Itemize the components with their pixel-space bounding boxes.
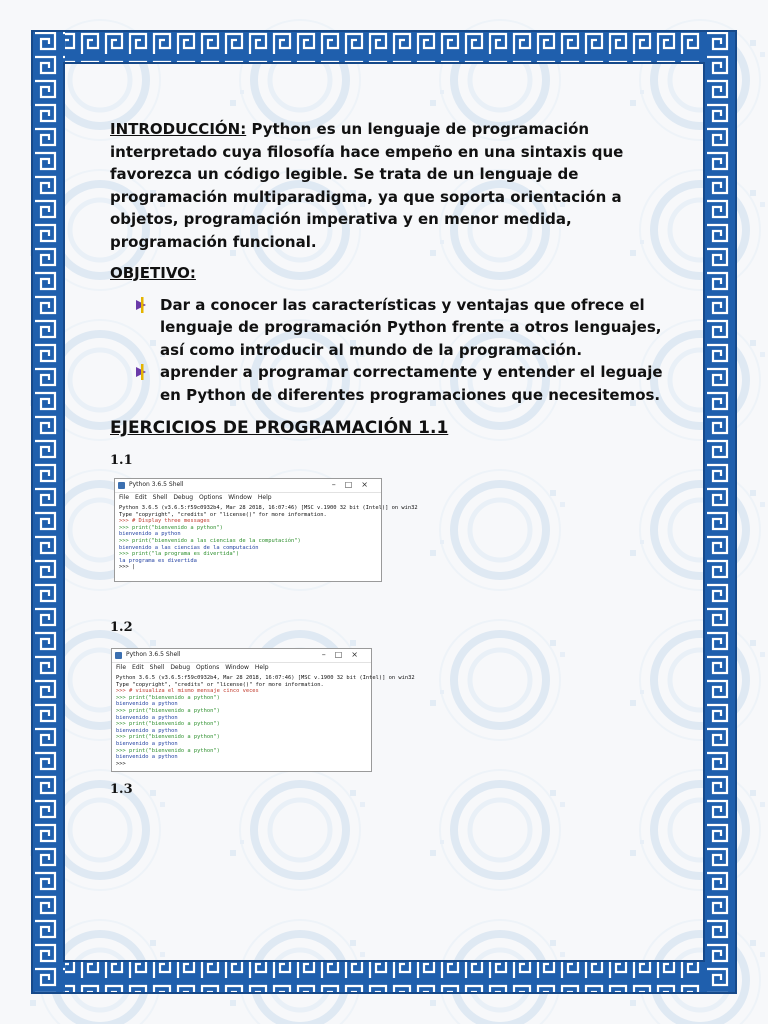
exercise-number-1-3: 1.3 xyxy=(110,782,133,797)
menu-window[interactable]: Window xyxy=(225,664,249,671)
menu-edit[interactable]: Edit xyxy=(135,494,147,501)
objective-label: OBJETIVO: xyxy=(110,263,196,282)
window-title: Python 3.6.5 Shell xyxy=(126,651,181,658)
arrow-bullet-icon xyxy=(134,297,150,313)
window-title: Python 3.6.5 Shell xyxy=(129,481,184,488)
arrow-bullet-icon xyxy=(134,364,150,380)
shell-line: >>> print("bienvenido a python") xyxy=(116,694,220,701)
menu-debug[interactable]: Debug xyxy=(170,664,191,671)
menu-bar xyxy=(115,493,381,503)
shell-line: bienvenido a python xyxy=(116,727,178,734)
introduction-paragraph xyxy=(110,118,670,254)
shell-line: >>> print("bienvenido a python") xyxy=(116,734,220,741)
shell-line: >>> print("bienvenido a python") xyxy=(116,707,220,714)
objective-item xyxy=(110,361,670,406)
window-titlebar xyxy=(115,479,381,493)
menu-debug[interactable]: Debug xyxy=(173,494,194,501)
introduction-label: INTRODUCCIÓN: xyxy=(110,120,247,138)
document-body xyxy=(110,118,670,407)
shell-line: bienvenido a python xyxy=(116,754,178,761)
objective-item-text: aprender a programar correctamente y entender el leguaje en Python de diferentes programaciones que necesitemos. xyxy=(160,363,663,404)
exercises-heading: EJERCICIOS DE PROGRAMACIÓN 1.1 xyxy=(110,418,449,438)
window-controls[interactable]: –□× xyxy=(321,650,367,659)
objective-list xyxy=(110,294,670,407)
shell-line: bienvenido a python xyxy=(116,740,178,747)
menu-options[interactable]: Options xyxy=(199,494,223,501)
window-controls[interactable]: –□× xyxy=(331,480,377,489)
window-titlebar xyxy=(112,649,371,663)
menu-shell[interactable]: Shell xyxy=(152,494,168,501)
python-shell-window-1 xyxy=(114,478,418,582)
shell-line: Python 3.6.5 (v3.6.5:f59c0932b4, Mar 28 2018, 16:07:46) [MSC v.1900 32 bit (Intel)] on win32 xyxy=(116,675,415,681)
shell-line: >>> # Display three messages xyxy=(119,518,210,525)
shell-line: bienvenido a python xyxy=(116,714,178,721)
shell-line: >>> print("bienvenido a las ciencias de la computación") xyxy=(119,537,301,544)
exercise-number-1-1: 1.1 xyxy=(110,453,133,468)
objective-item xyxy=(110,294,670,362)
exercise-number-1-2: 1.2 xyxy=(110,620,133,635)
introduction-text: Python es un lenguaje de programación interpretado cuya filosofía hace empeño en una sintaxis que favorezca un código legible. Se trata de un lenguaje de programación multiparadigma, ya que soporta orientación a objetos, programación imperativa y en menor medida, programación funcional. xyxy=(110,120,624,251)
menu-shell[interactable]: Shell xyxy=(149,664,165,671)
shell-line: >>> print("bienvenido a python") xyxy=(116,747,220,754)
menu-options[interactable]: Options xyxy=(196,664,220,671)
shell-line: >>> xyxy=(116,760,126,767)
python-app-icon xyxy=(118,482,125,489)
python-shell-window-2 xyxy=(111,648,415,772)
shell-line: >>> # visualiza el mismo mensaje cinco veces xyxy=(116,688,259,695)
shell-line: >>> print("la programa es divertida") xyxy=(119,551,240,558)
objective-item-text: Dar a conocer las características y ventajas que ofrece el lenguaje de programación Python frente a otros lenguajes, así como introducir al mundo de la programación. xyxy=(160,295,662,359)
menu-file[interactable]: File xyxy=(119,494,130,501)
shell-output[interactable] xyxy=(115,503,418,573)
shell-line: la programa es divertida xyxy=(119,557,197,564)
menu-file[interactable]: File xyxy=(116,664,127,671)
menu-help[interactable]: Help xyxy=(257,494,272,501)
menu-bar xyxy=(112,663,371,673)
shell-line: >>> | xyxy=(119,564,136,571)
menu-window[interactable]: Window xyxy=(228,494,252,501)
shell-line: Python 3.6.5 (v3.6.5:f59c0932b4, Mar 28 2018, 16:07:46) [MSC v.1900 32 bit (Intel)] on win32 xyxy=(119,505,418,511)
shell-line: bienvenido a python xyxy=(119,531,181,538)
shell-output[interactable] xyxy=(112,673,415,769)
shell-line: bienvenido a las ciencias de la computación xyxy=(119,544,259,551)
shell-line: Type "copyright", "credits" or "license()" for more information. xyxy=(116,681,324,688)
menu-help[interactable]: Help xyxy=(254,664,269,671)
shell-line: Type "copyright", "credits" or "license()" for more information. xyxy=(119,511,327,518)
shell-line: bienvenido a python xyxy=(116,701,178,708)
shell-line: >>> print("bienvenido a python") xyxy=(119,524,223,531)
python-app-icon xyxy=(115,652,122,659)
menu-edit[interactable]: Edit xyxy=(132,664,144,671)
shell-line: >>> print("bienvenido a python") xyxy=(116,721,220,728)
